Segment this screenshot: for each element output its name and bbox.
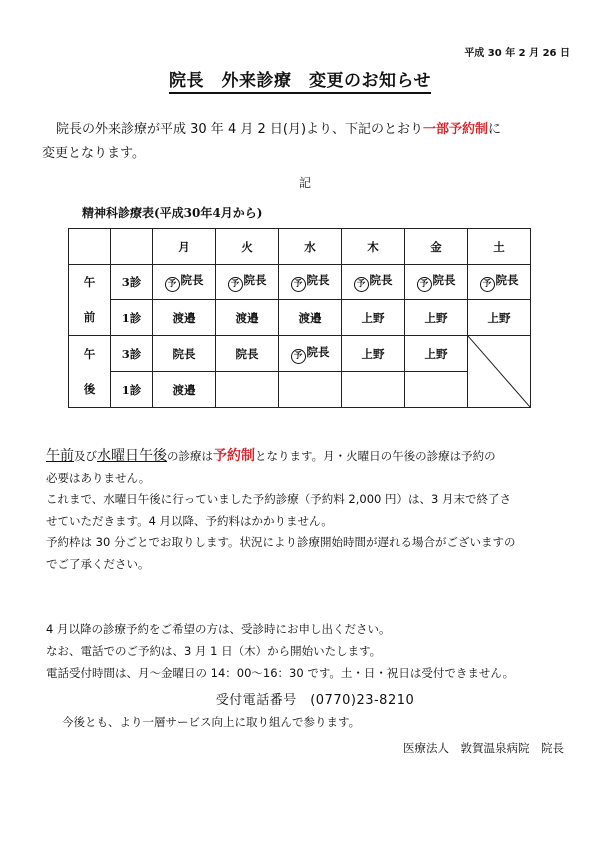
document-title	[0, 66, 600, 91]
body-paragraphs	[46, 446, 566, 575]
closing-remark: 今後とも、より一層サービス向上に取り組んで参ります。	[62, 715, 361, 729]
reservation-info	[46, 618, 566, 684]
intro-text-b: に	[488, 122, 502, 137]
table-header-row	[69, 229, 531, 265]
table-cell: 予 院長	[405, 265, 468, 300]
closed-diagonal-line	[468, 336, 530, 407]
reservation-mark-icon: 予	[354, 277, 369, 292]
closed-cell	[468, 336, 531, 408]
table-cell: 予 院長	[216, 265, 279, 300]
day-header: 水	[279, 229, 342, 265]
schedule-table	[68, 228, 531, 408]
title-text: 院長 外来診療 変更のお知らせ	[169, 71, 431, 94]
table-row	[69, 300, 531, 336]
am-label-top: 午	[69, 265, 111, 300]
partial-reservation-emphasis: 一部予約制	[423, 122, 489, 137]
pm-label-top: 午	[69, 336, 111, 372]
table-cell: 上野	[342, 300, 405, 336]
slot-label: 3診	[111, 336, 153, 372]
intro-line-1	[42, 118, 562, 142]
table-cell: 予 院長	[342, 265, 405, 300]
document-date: 平成 30 年 2 月 26 日	[464, 48, 570, 59]
table-cell: 院長	[153, 336, 216, 372]
table-row	[69, 372, 531, 408]
body-line: なお、電話でのご予約は、3 月 1 日（木）から開始いたします。	[46, 644, 382, 658]
table-cell: 予 院長	[153, 265, 216, 300]
reception-phone-number: 受付電話番号 (0770)23-8210	[215, 693, 415, 708]
reservation-mark-icon: 予	[228, 277, 243, 292]
table-cell	[342, 372, 405, 408]
day-header: 木	[342, 229, 405, 265]
table-cell: 渡邉	[279, 300, 342, 336]
reservation-mark-icon: 予	[480, 277, 495, 292]
table-row	[69, 265, 531, 300]
table-cell: 上野	[468, 300, 531, 336]
body-line: これまで、水曜日午後に行っていました予約診療（予約料 2,000 円）は、3 月末で終了さ	[46, 492, 511, 506]
table-cell: 上野	[342, 336, 405, 372]
reservation-mark-icon: 予	[291, 277, 306, 292]
am-label-bottom: 前	[69, 300, 111, 336]
table-cell: 予 院長	[279, 336, 342, 372]
slot-label: 1診	[111, 300, 153, 336]
table-cell: 上野	[405, 300, 468, 336]
day-header: 土	[468, 229, 531, 265]
intro-text-a: 院長の外来診療が平成 30 年 4 月 2 日(月)より、下記のとおり	[56, 122, 424, 137]
reservation-emphasis: 予約制	[213, 448, 255, 464]
intro-line-2: 変更となります。	[42, 146, 145, 161]
am-emphasis: 午前	[46, 448, 74, 464]
table-cell	[279, 372, 342, 408]
body-line: 午前及び水曜日午後の診療は予約制となります。月・火曜日の午後の診療は予約の	[46, 448, 496, 464]
table-cell	[405, 372, 468, 408]
intro-paragraph	[42, 118, 562, 166]
table-cell: 院長	[216, 336, 279, 372]
table-cell: 渡邉	[216, 300, 279, 336]
body-line: 4 月以降の診療予約をご希望の方は、受診時にお申し出ください。	[46, 622, 391, 636]
header-empty-cell	[111, 229, 153, 265]
body-line: せていただきます。4 月以降、予約料はかかりません。	[46, 513, 333, 528]
signature: 医療法人 敦賀温泉病院 院長	[403, 741, 564, 755]
reservation-mark-icon: 予	[291, 349, 306, 364]
table-cell: 予 院長	[468, 265, 531, 300]
table-cell: 渡邉	[153, 372, 216, 408]
day-header: 金	[405, 229, 468, 265]
table-row	[69, 336, 531, 372]
slot-label: 1診	[111, 372, 153, 408]
reservation-mark-icon: 予	[165, 277, 180, 292]
wed-pm-emphasis: 水曜日午後	[97, 448, 167, 464]
ki-marker: 記	[298, 176, 311, 190]
table-cell: 予 院長	[279, 265, 342, 300]
pm-label-bottom: 後	[69, 372, 111, 408]
body-line: でご了承ください。	[46, 556, 150, 571]
body-line: 予約枠は 30 分ごとでお取りします。状況により診療開始時間が遅れる場合がございますの	[46, 535, 516, 549]
body-line: 必要はありません。	[46, 470, 151, 485]
reservation-mark-icon: 予	[417, 277, 432, 292]
body-line: 電話受付時間は、月～金曜日の 14：00～16：30 です。土・日・祝日は受付できません。	[46, 666, 515, 680]
day-header: 月	[153, 229, 216, 265]
table-caption: 精神科診療表(平成30年4月から)	[82, 206, 263, 220]
table-cell: 渡邉	[153, 300, 216, 336]
header-empty-cell	[69, 229, 111, 265]
slot-label: 3診	[111, 265, 153, 300]
day-header: 火	[216, 229, 279, 265]
table-cell	[216, 372, 279, 408]
table-cell: 上野	[405, 336, 468, 372]
